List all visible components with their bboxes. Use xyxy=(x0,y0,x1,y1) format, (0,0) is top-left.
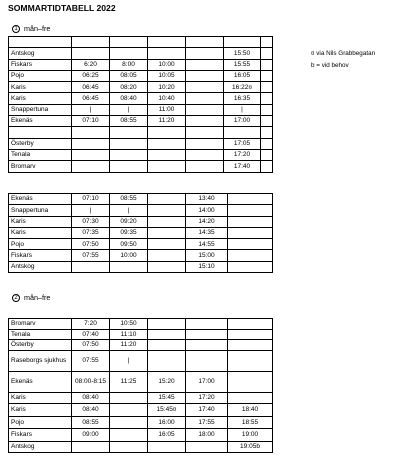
time-cell xyxy=(110,429,148,441)
stop-name-cell: Snappertuna xyxy=(9,104,72,115)
time-cell xyxy=(228,319,273,330)
time-cell xyxy=(261,149,273,160)
time-cell: 17:05 xyxy=(224,138,261,149)
route-1-number: 1 xyxy=(12,25,20,33)
time-cell: 8:00 xyxy=(110,59,148,70)
time-cell: 15:55 xyxy=(224,59,261,70)
time-cell xyxy=(148,161,186,172)
time-cell: 11:00 xyxy=(148,104,186,115)
time-cell: | xyxy=(110,104,148,115)
time-cell: 15:45¤ xyxy=(148,403,186,417)
time-cell: 16:05 xyxy=(148,429,186,441)
time-cell: 08:40 xyxy=(110,93,148,104)
stop-name-cell xyxy=(9,127,72,138)
time-cell: 08:55 xyxy=(110,116,148,127)
time-cell: 07:10 xyxy=(72,194,110,205)
route-1-days: mån–fre xyxy=(24,24,51,33)
time-cell xyxy=(186,48,224,59)
time-cell xyxy=(228,239,273,250)
route-1-header xyxy=(12,24,50,33)
time-cell xyxy=(186,149,224,160)
table-row xyxy=(9,392,273,403)
stop-name-cell: Raseborgs sjukhus xyxy=(9,350,72,371)
route-2-days: mån–fre xyxy=(24,293,51,302)
table-row xyxy=(9,319,273,330)
stop-name-cell: Ekenäs xyxy=(9,371,72,392)
time-cell: 10:50 xyxy=(110,319,148,330)
time-cell: | xyxy=(110,205,148,216)
time-cell: 10:00 xyxy=(110,250,148,261)
table-row xyxy=(9,116,273,127)
time-cell xyxy=(148,48,186,59)
stop-name-cell: Karis xyxy=(9,403,72,417)
time-cell: 09:20 xyxy=(110,216,148,227)
time-cell xyxy=(261,59,273,70)
time-cell: 18:55 xyxy=(228,417,273,429)
time-cell: 13:40 xyxy=(186,194,228,205)
time-cell xyxy=(228,340,273,351)
time-cell: 7:20 xyxy=(72,319,110,330)
time-cell xyxy=(110,261,148,272)
table-row xyxy=(9,48,273,59)
time-cell xyxy=(148,194,186,205)
table-row xyxy=(9,239,273,250)
time-cell: 11:25 xyxy=(110,371,148,392)
time-cell: 17:20 xyxy=(224,149,261,160)
time-cell: 6:20 xyxy=(72,59,110,70)
time-cell xyxy=(148,350,186,371)
time-cell: 07:40 xyxy=(72,329,110,340)
time-cell: 14:55 xyxy=(186,239,228,250)
time-cell xyxy=(186,127,224,138)
time-cell xyxy=(148,441,186,452)
time-cell xyxy=(186,329,228,340)
table-row xyxy=(9,127,273,138)
stop-name-cell: Antskog xyxy=(9,48,72,59)
time-cell: 14:35 xyxy=(186,227,228,238)
time-cell: 11:10 xyxy=(110,329,148,340)
time-cell xyxy=(261,104,273,115)
table-row xyxy=(9,227,273,238)
time-cell xyxy=(148,319,186,330)
table-row xyxy=(9,70,273,81)
table-row xyxy=(9,403,273,417)
time-cell xyxy=(228,371,273,392)
time-cell: 10:20 xyxy=(148,82,186,93)
time-cell xyxy=(110,417,148,429)
time-cell xyxy=(228,194,273,205)
time-cell: 10:05 xyxy=(148,70,186,81)
time-cell: 10:00 xyxy=(148,59,186,70)
table-row xyxy=(9,161,273,172)
time-cell: 07:55 xyxy=(72,250,110,261)
table-row xyxy=(9,329,273,340)
legend-symbol: ¤ xyxy=(311,50,315,57)
time-cell xyxy=(186,59,224,70)
time-cell: 06:25 xyxy=(72,70,110,81)
route-1-table-return xyxy=(8,193,273,273)
time-cell xyxy=(72,48,110,59)
time-cell xyxy=(261,70,273,81)
stop-name-cell: Ekenäs xyxy=(9,194,72,205)
time-cell: 16:05 xyxy=(224,70,261,81)
stop-name-cell xyxy=(9,37,72,48)
stop-name-cell: Fiskars xyxy=(9,429,72,441)
time-cell xyxy=(186,70,224,81)
table-row xyxy=(9,340,273,351)
time-cell: 11:20 xyxy=(148,116,186,127)
time-cell xyxy=(72,261,110,272)
time-cell: 08:40 xyxy=(72,392,110,403)
page-title: SOMMARTIDTABELL 2022 xyxy=(8,3,116,13)
table-row xyxy=(9,37,273,48)
legend-item xyxy=(311,48,375,60)
time-cell: 08:55 xyxy=(72,417,110,429)
table-row xyxy=(9,149,273,160)
time-cell xyxy=(261,127,273,138)
stop-name-cell: Pojo xyxy=(9,417,72,429)
time-cell xyxy=(228,350,273,371)
time-cell xyxy=(110,48,148,59)
stop-name-cell: Pojo xyxy=(9,239,72,250)
table-row xyxy=(9,350,273,371)
time-cell xyxy=(224,127,261,138)
time-cell xyxy=(186,138,224,149)
table-row xyxy=(9,93,273,104)
stop-name-cell: Fiskars xyxy=(9,250,72,261)
table-row xyxy=(9,194,273,205)
table-row xyxy=(9,216,273,227)
time-cell: 18:40 xyxy=(228,403,273,417)
time-cell xyxy=(110,403,148,417)
table-row xyxy=(9,138,273,149)
time-cell xyxy=(72,161,110,172)
route-2-table xyxy=(8,318,273,453)
time-cell: 07:10 xyxy=(72,116,110,127)
time-cell xyxy=(228,216,273,227)
time-cell: 17:55 xyxy=(186,417,228,429)
stop-name-cell: Karis xyxy=(9,216,72,227)
time-cell: 07:50 xyxy=(72,340,110,351)
time-cell: | xyxy=(224,104,261,115)
stop-name-cell: Österby xyxy=(9,340,72,351)
time-cell xyxy=(228,329,273,340)
time-cell xyxy=(72,37,110,48)
stop-name-cell: Karis xyxy=(9,93,72,104)
stop-name-cell: Snappertuna xyxy=(9,205,72,216)
time-cell: 17:40 xyxy=(186,403,228,417)
time-cell xyxy=(261,116,273,127)
time-cell xyxy=(72,149,110,160)
time-cell xyxy=(148,205,186,216)
legend-symbol: b xyxy=(311,62,315,69)
time-cell xyxy=(110,37,148,48)
time-cell: 07:30 xyxy=(72,216,110,227)
time-cell: 08:55 xyxy=(110,194,148,205)
time-cell xyxy=(186,161,224,172)
time-cell xyxy=(186,93,224,104)
time-cell: 08:40 xyxy=(72,403,110,417)
time-cell xyxy=(110,138,148,149)
time-cell xyxy=(186,340,228,351)
stop-name-cell: Antskog xyxy=(9,441,72,452)
time-cell xyxy=(228,227,273,238)
time-cell xyxy=(148,37,186,48)
time-cell: 14:00 xyxy=(186,205,228,216)
time-cell: 10:40 xyxy=(148,93,186,104)
table-row xyxy=(9,261,273,272)
legend xyxy=(311,48,375,72)
time-cell xyxy=(228,250,273,261)
time-cell xyxy=(148,149,186,160)
time-cell: | xyxy=(110,350,148,371)
time-cell: 09:00 xyxy=(72,429,110,441)
time-cell: 17:00 xyxy=(186,371,228,392)
legend-item: b = vid behov xyxy=(311,62,349,69)
time-cell xyxy=(148,329,186,340)
time-cell: | xyxy=(72,104,110,115)
stop-name-cell: Karis xyxy=(9,392,72,403)
time-cell xyxy=(110,161,148,172)
time-cell xyxy=(72,441,110,452)
time-cell: 15:10 xyxy=(186,261,228,272)
time-cell: 16:22¤ xyxy=(224,82,261,93)
time-cell xyxy=(228,392,273,403)
time-cell: 06:45 xyxy=(72,82,110,93)
stop-name-cell: Karis xyxy=(9,82,72,93)
time-cell: 15:50 xyxy=(224,48,261,59)
table-row xyxy=(9,417,273,429)
table-row xyxy=(9,82,273,93)
time-cell xyxy=(148,261,186,272)
stop-name-cell: Karis xyxy=(9,227,72,238)
time-cell xyxy=(186,116,224,127)
time-cell xyxy=(148,250,186,261)
time-cell: 15:00 xyxy=(186,250,228,261)
time-cell xyxy=(148,216,186,227)
route-1-table-outbound xyxy=(8,36,273,173)
route-2-header xyxy=(12,293,50,302)
time-cell: 15:20 xyxy=(148,371,186,392)
time-cell: 19:05b xyxy=(228,441,273,452)
time-cell xyxy=(261,37,273,48)
time-cell xyxy=(110,127,148,138)
table-row xyxy=(9,205,273,216)
time-cell xyxy=(186,37,224,48)
table-row xyxy=(9,371,273,392)
time-cell: 15:45 xyxy=(148,392,186,403)
table-row xyxy=(9,429,273,441)
time-cell: 08:05 xyxy=(110,70,148,81)
time-cell: 17:40 xyxy=(224,161,261,172)
time-cell xyxy=(186,104,224,115)
time-cell: 18:00 xyxy=(186,429,228,441)
time-cell: 16:00 xyxy=(148,417,186,429)
time-cell: 08:20 xyxy=(110,82,148,93)
time-cell xyxy=(186,319,228,330)
time-cell xyxy=(261,48,273,59)
stop-name-cell: Bromarv xyxy=(9,161,72,172)
stop-name-cell: Tenala xyxy=(9,149,72,160)
time-cell xyxy=(72,127,110,138)
stop-name-cell: Fiskars xyxy=(9,59,72,70)
time-cell xyxy=(148,239,186,250)
time-cell: 17:00 xyxy=(224,116,261,127)
stop-name-cell: Österby xyxy=(9,138,72,149)
time-cell: 17:20 xyxy=(186,392,228,403)
stop-name-cell: Tenala xyxy=(9,329,72,340)
time-cell xyxy=(186,441,228,452)
time-cell xyxy=(186,350,228,371)
time-cell xyxy=(228,261,273,272)
stop-name-cell: Ekenäs xyxy=(9,116,72,127)
time-cell: 07:55 xyxy=(72,350,110,371)
time-cell xyxy=(110,392,148,403)
stop-name-cell: Pojo xyxy=(9,70,72,81)
time-cell: 09:50 xyxy=(110,239,148,250)
time-cell: | xyxy=(72,205,110,216)
legend-text: vid behov xyxy=(321,62,349,69)
time-cell: 16:35 xyxy=(224,93,261,104)
time-cell: 08:00-8:15 xyxy=(72,371,110,392)
time-cell xyxy=(261,138,273,149)
time-cell xyxy=(148,227,186,238)
table-row xyxy=(9,104,273,115)
time-cell xyxy=(224,37,261,48)
time-cell: 07:35 xyxy=(72,227,110,238)
time-cell: 11:20 xyxy=(110,340,148,351)
stop-name-cell: Antskog xyxy=(9,261,72,272)
table-row xyxy=(9,441,273,452)
time-cell xyxy=(148,127,186,138)
time-cell xyxy=(261,82,273,93)
route-2-number: 2 xyxy=(12,294,20,302)
time-cell: 19:00 xyxy=(228,429,273,441)
time-cell xyxy=(72,138,110,149)
time-cell: 09:35 xyxy=(110,227,148,238)
legend-text: via Nils Grabbegatan xyxy=(316,50,376,57)
stop-name-cell: Bromarv xyxy=(9,319,72,330)
time-cell xyxy=(261,93,273,104)
time-cell xyxy=(186,82,224,93)
time-cell xyxy=(228,205,273,216)
table-row xyxy=(9,250,273,261)
time-cell xyxy=(110,149,148,160)
time-cell: 14:20 xyxy=(186,216,228,227)
time-cell: 06:45 xyxy=(72,93,110,104)
table-row xyxy=(9,59,273,70)
time-cell xyxy=(110,441,148,452)
time-cell: 07:50 xyxy=(72,239,110,250)
time-cell xyxy=(148,340,186,351)
time-cell xyxy=(261,161,273,172)
time-cell xyxy=(148,138,186,149)
